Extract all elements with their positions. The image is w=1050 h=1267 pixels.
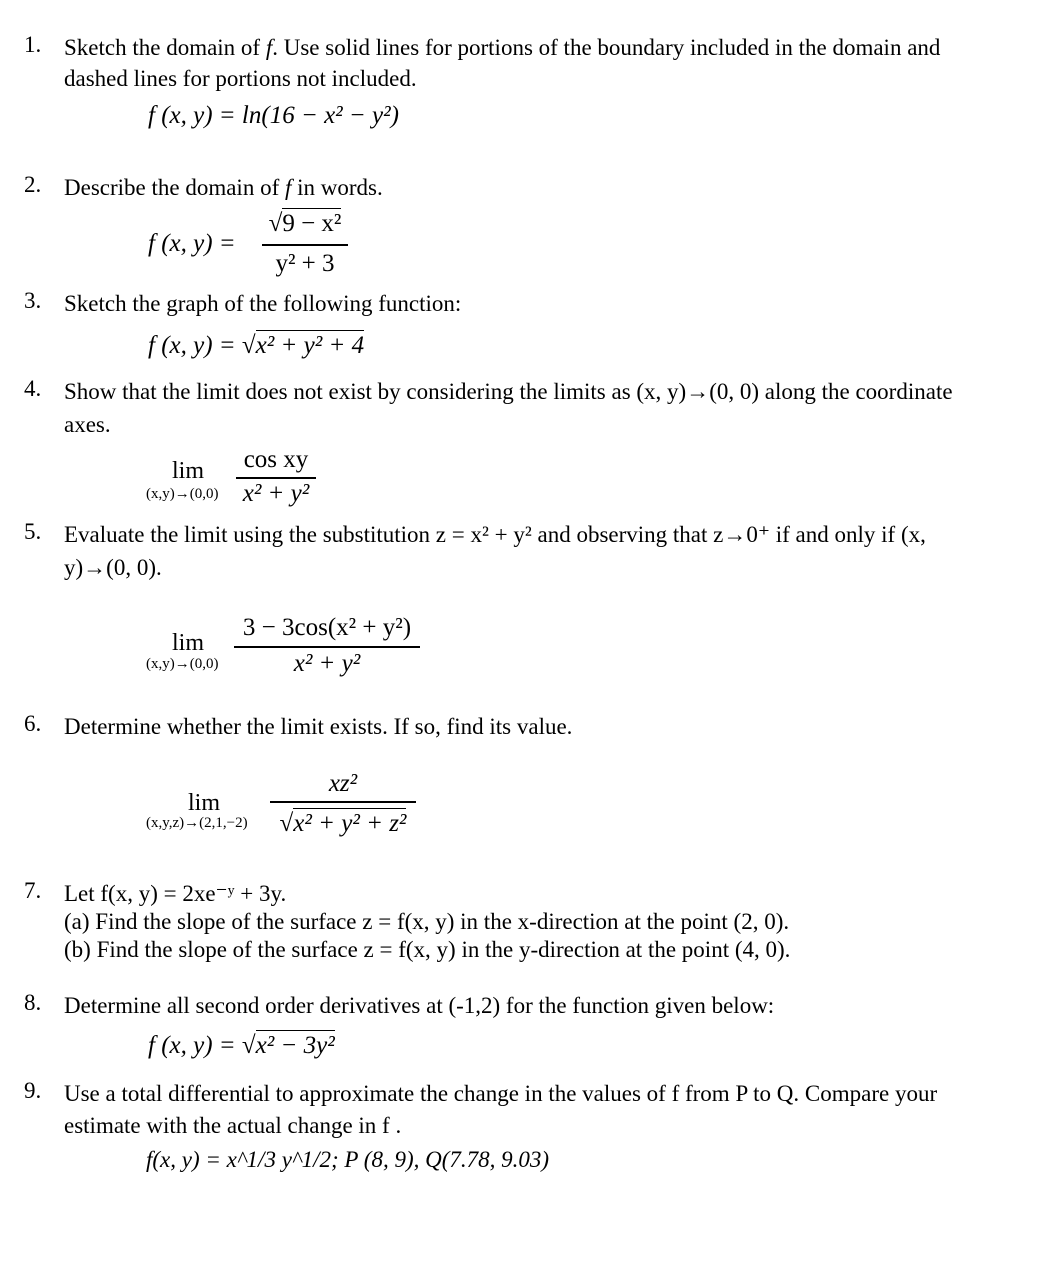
fraction-bar	[270, 801, 416, 803]
problem-text: Determine whether the limit exists. If so, find its value.	[64, 714, 573, 739]
problem-number: 1.	[24, 32, 42, 57]
problem-text: Let f(x, y) = 2xe⁻ʸ + 3y.	[64, 881, 287, 906]
fraction-numerator: √9 − x²	[268, 210, 342, 237]
limit-subscript: (x,y)→(0,0)	[146, 486, 219, 502]
fraction-denominator: y² + 3	[275, 250, 335, 277]
fraction-denominator: x² + y²	[293, 650, 361, 677]
fraction-denominator: √x² + y² + z²	[279, 810, 407, 837]
limit-operator: lim	[172, 458, 205, 484]
problem-text-line2: axes.	[64, 412, 111, 437]
problem-part-b: (b) Find the slope of the surface z = f(x, y) in the y-direction at the point (4, 0).	[64, 937, 791, 962]
problem-number: 2.	[24, 172, 42, 197]
formula: f (x, y) = √x² + y² + 4	[148, 332, 365, 359]
problem-number: 4.	[24, 376, 42, 401]
problem-text: Describe the domain of f in words.	[64, 175, 383, 200]
problem-text-line2: dashed lines for portions not included.	[64, 66, 417, 91]
problem-number: 7.	[24, 878, 42, 903]
fraction-numerator: cos xy	[243, 446, 309, 473]
problem-text: Show that the limit does not exist by considering the limits as (x, y)→(0, 0) along the coordinate	[64, 379, 953, 404]
problem-text: Use a total differential to approximate the change in the values of f from P to Q. Compare your	[64, 1081, 938, 1106]
limit-operator: lim	[188, 790, 221, 816]
problem-number: 9.	[24, 1078, 42, 1103]
limit-operator: lim	[172, 630, 205, 656]
formula: f (x, y) = ln(16 − x² − y²)	[148, 102, 399, 129]
limit-subscript: (x,y)→(0,0)	[146, 656, 219, 672]
fraction-numerator: 3 − 3cos(x² + y²)	[242, 614, 412, 641]
problem-number: 8.	[24, 990, 42, 1015]
fraction-numerator: xz²	[328, 770, 358, 797]
problem-text-line2: y)→(0, 0).	[64, 555, 162, 580]
problem-text-line2: estimate with the actual change in f .	[64, 1113, 402, 1138]
problem-number: 3.	[24, 288, 42, 313]
fraction-bar	[234, 646, 420, 648]
problem-part-a: (a) Find the slope of the surface z = f(x, y) in the x-direction at the point (2, 0).	[64, 909, 790, 934]
problem-number: 6.	[24, 711, 42, 736]
limit-subscript: (x,y,z)→(2,1,−2)	[146, 815, 248, 831]
problem-number: 5.	[24, 519, 42, 544]
formula-lhs: f (x, y) =	[148, 230, 236, 257]
problem-text: Determine all second order derivatives at (-1,2) for the function given below:	[64, 993, 775, 1018]
formula: f(x, y) = x^1/3 y^1/2; P (8, 9), Q(7.78, 9.03)	[146, 1147, 550, 1172]
problem-text: Sketch the domain of f. Use solid lines for portions of the boundary included in the domain and	[64, 35, 941, 60]
fraction-denominator: x² + y²	[242, 480, 310, 507]
formula: f (x, y) = √x² − 3y²	[148, 1032, 335, 1059]
problem-text: Sketch the graph of the following function:	[64, 291, 462, 316]
problem-text: Evaluate the limit using the substitution z = x² + y² and observing that z→0⁺ if and only if (x,	[64, 522, 926, 547]
fraction-bar	[262, 244, 348, 246]
fraction-bar	[236, 477, 316, 479]
